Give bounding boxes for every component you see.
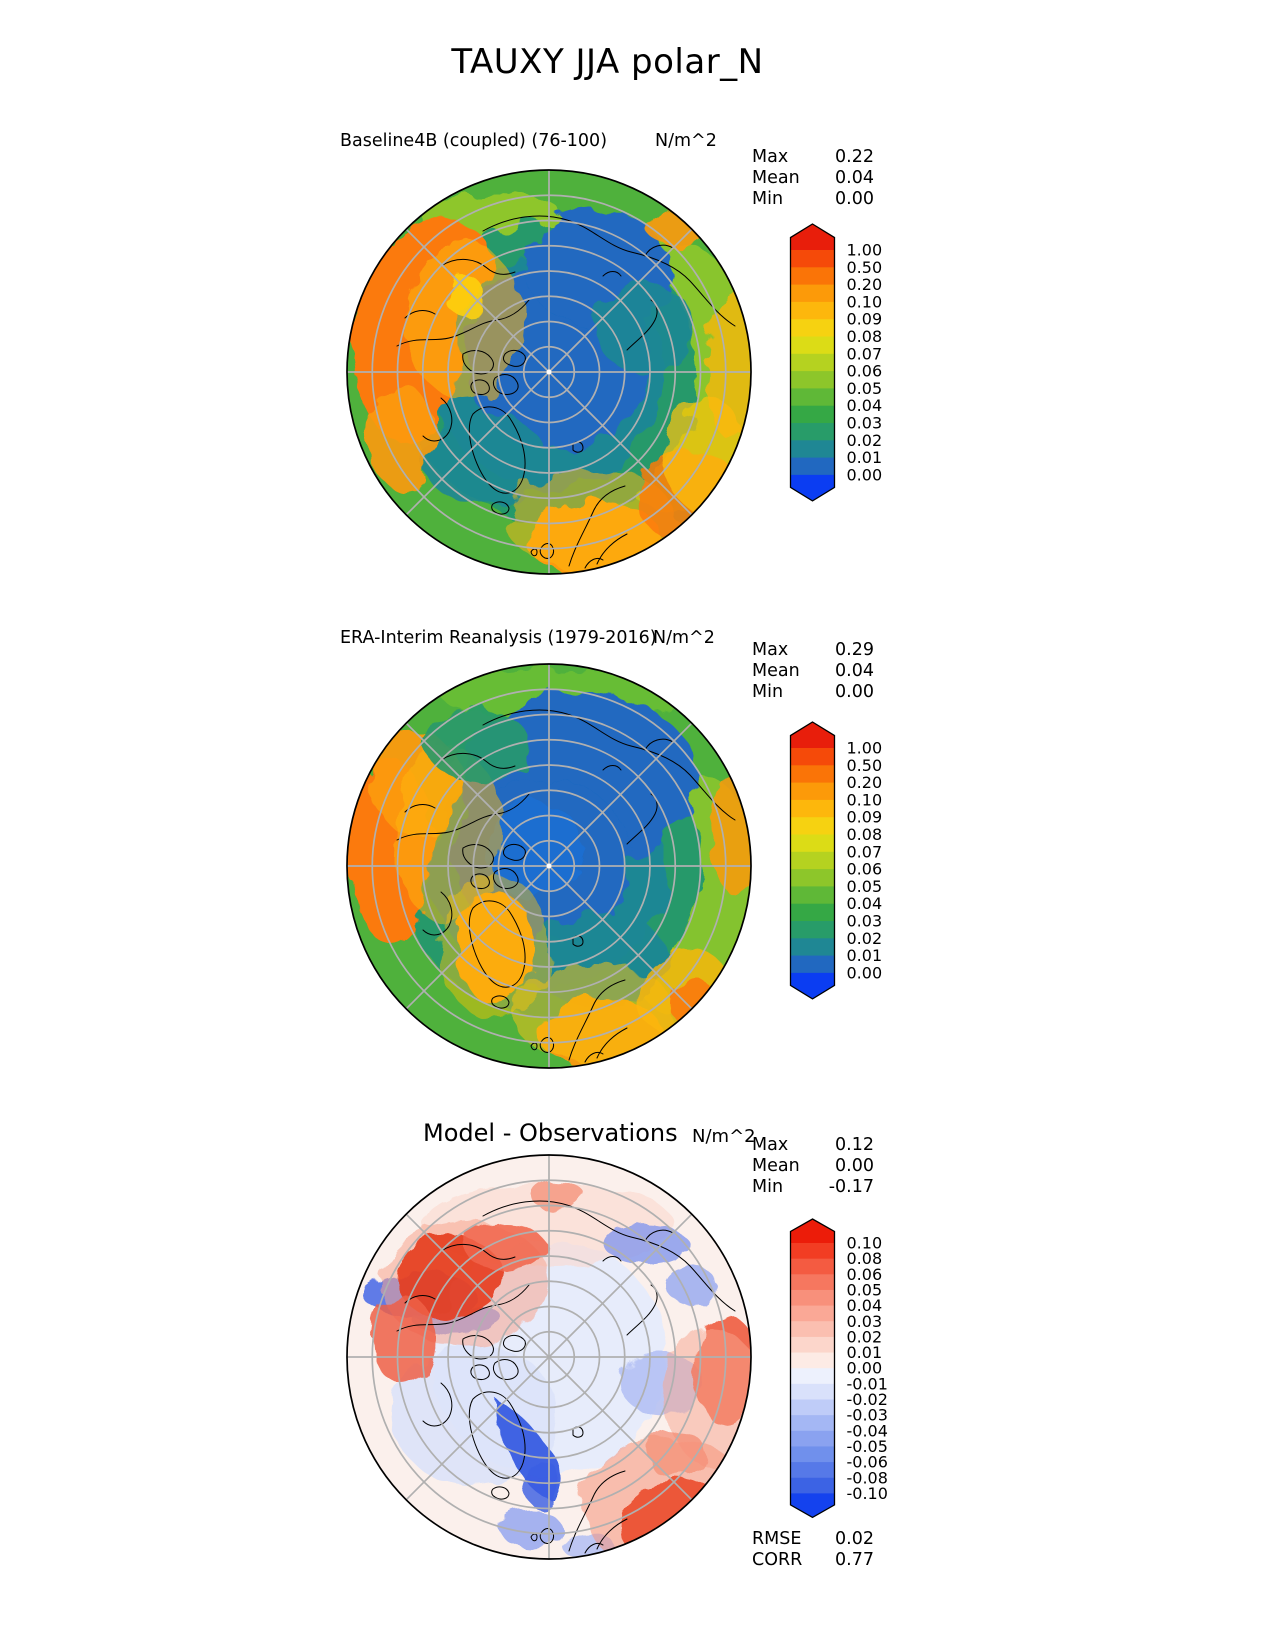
colorbar-band [791,765,835,783]
colorbar-tick-label: 0.07 [846,344,883,364]
panel-obs-subtitle: ERA-Interim Reanalysis (1979-2016) [340,628,657,648]
colorbar-band [791,800,835,818]
colorbar-band [791,319,835,337]
colorbar-band [791,458,835,476]
stat-label: Max [752,147,789,167]
stat-row-max [752,640,874,660]
colorbar-tick-label: -0.08 [846,1468,888,1488]
colorbar-band [791,956,835,974]
colorbar-tick-label: 0.08 [846,825,883,844]
stat-row-min [752,1177,874,1197]
colorbar-arrow-bottom [791,1493,835,1517]
colorbar-tick-label: 0.02 [846,1327,883,1347]
colorbar-tick-label: 0.09 [846,309,883,329]
stat-value: 0.77 [835,1550,874,1570]
colorbar-tick-label: 0.05 [846,1280,883,1300]
stat-value: 0.00 [835,189,874,209]
stat-label: RMSE [752,1529,802,1549]
stat-row-rmse [752,1529,874,1549]
colorbar-band [791,1462,835,1478]
colorbar-tick-label: 0.03 [846,911,883,931]
colorbar-tick-label: 0.50 [846,755,883,775]
stat-value: 0.29 [835,640,874,660]
colorbar-band [791,783,835,801]
colorbar-tick-label: 0.02 [846,430,883,450]
colorbar-arrow-bottom [791,973,835,999]
pole-marker [547,370,552,375]
colorbar-tick-label: 0.07 [846,842,883,862]
colorbar-band [791,1306,835,1322]
colorbar-band [791,1243,835,1259]
colorbar-band [791,1400,835,1416]
colorbar-tick-label: 0.20 [846,773,883,793]
colorbar-tick-label: 0.03 [846,413,883,433]
colorbar-band [791,886,835,904]
colorbar-band [791,423,835,441]
colorbar-tick-label: 0.04 [846,396,883,416]
colorbar-band [791,354,835,372]
colorbar-band [791,1384,835,1400]
colorbar-band [791,250,835,268]
stat-label: Min [752,189,784,209]
colorbar-arrow-top [791,224,835,250]
stat-value: 0.04 [835,168,874,188]
colorbar-band [791,938,835,956]
colorbar-svg [789,720,929,1001]
colorbar-tick-label: 0.01 [846,1343,883,1363]
colorbar-tick-label: -0.04 [846,1421,888,1441]
colorbar-tick-label: -0.06 [846,1452,888,1472]
colorbar-tick-label: 0.03 [846,1311,883,1331]
stat-row-mean [752,1156,874,1176]
colorbar-band [791,1368,835,1384]
stat-label: Max [752,640,789,660]
colorbar-tick-label: 1.00 [846,240,883,260]
colorbar-tick-label: 0.02 [846,928,883,948]
figure-title: TAUXY JJA polar_N [451,42,764,82]
colorbar-band [791,1290,835,1306]
colorbar-band [791,921,835,939]
colorbar-tick-label: 0.10 [846,292,883,312]
colorbar-tick-label: 0.00 [846,963,883,983]
colorbar-svg [789,222,929,503]
colorbar-band [791,835,835,853]
colorbar-band [791,817,835,835]
colorbar-tick-label: 0.04 [846,894,883,914]
colorbar-band [791,1259,835,1275]
colorbar-band [791,869,835,887]
stat-value: 0.04 [835,661,874,681]
polar-map-model [345,168,753,576]
stat-row-max [752,1135,874,1155]
stat-row-min [752,682,874,702]
colorbar-tick-label: 0.20 [846,275,883,295]
colorbar-tick-label: -0.05 [846,1436,888,1456]
colorbar-tick-label: 0.50 [846,257,883,277]
colorbar-tick-label: -0.01 [846,1374,888,1394]
panel-model-units-label: N/m^2 [655,131,717,151]
colorbar-tick-label: 0.00 [846,1358,883,1378]
colorbar-band [791,852,835,870]
colorbar-tick-label: 0.05 [846,378,883,398]
graticule [347,1155,751,1559]
stat-label: Mean [752,168,800,188]
stat-value: 0.12 [835,1135,874,1155]
panel-diff-units-label: N/m^2 [692,1126,756,1147]
pole-marker [547,864,552,869]
stat-label: CORR [752,1550,803,1570]
colorbar-band [791,388,835,406]
colorbar-tick-label: 0.04 [846,1296,883,1316]
colorbar-band [791,337,835,355]
stat-row-corr [752,1550,874,1570]
stat-label: Mean [752,661,800,681]
colorbar-band [791,371,835,389]
colorbar-tick-label: -0.10 [846,1483,888,1503]
colorbar-band [791,267,835,285]
colorbar-tick-label: 0.06 [846,1264,883,1284]
colorbar-tick-label: 0.01 [846,946,883,966]
colorbar-model [789,222,929,503]
colorbar-band [791,440,835,458]
colorbar-arrow-top [791,722,835,748]
colorbar-band [791,1274,835,1290]
colorbar-band [791,1353,835,1369]
colorbar-band [791,285,835,303]
stat-row-mean [752,661,874,681]
colorbar-band [791,748,835,766]
panel-obs-units-label: N/m^2 [653,628,715,648]
colorbar-band [791,1431,835,1447]
colorbar-obs [789,720,929,1001]
colorbar-tick-label: -0.02 [846,1390,888,1409]
colorbar-arrow-bottom [791,475,835,501]
colorbar-svg [789,1217,929,1520]
colorbar-tick-label: 0.06 [846,361,883,381]
colorbar-tick-label: 0.10 [846,1233,883,1253]
panel-diff-subtitle: Model - Observations [423,1119,678,1147]
stat-value: -0.17 [828,1177,874,1197]
stat-value: 0.00 [835,1156,874,1176]
stat-label: Max [752,1135,789,1155]
polar-map-diff [345,1153,753,1561]
colorbar-tick-label: 0.10 [846,790,883,810]
colorbar-tick-label: 1.00 [846,738,883,758]
colorbar-tick-label: 0.06 [846,859,883,879]
colorbar-tick-label: 0.05 [846,876,883,896]
stat-label: Min [752,1177,784,1197]
stat-row-mean [752,168,874,188]
colorbar-tick-label: 0.00 [846,465,883,485]
stat-value: 0.00 [835,682,874,702]
panel-model-subtitle: Baseline4B (coupled) (76-100) [340,131,608,151]
colorbar-band [791,904,835,922]
colorbar-tick-label: 0.09 [846,807,883,827]
stat-row-max [752,147,874,167]
stat-label: Mean [752,1156,800,1176]
colorbar-tick-label: 0.08 [846,327,883,346]
colorbar-diff [789,1217,929,1520]
stat-value: 0.22 [835,147,874,167]
polar-map-obs [345,662,753,1070]
colorbar-band [791,1446,835,1462]
colorbar-band [791,1415,835,1431]
colorbar-band [791,1478,835,1494]
colorbar-tick-label: 0.08 [846,1249,883,1269]
colorbar-tick-label: -0.03 [846,1405,888,1425]
colorbar-tick-label: 0.01 [846,448,883,468]
colorbar-band [791,302,835,320]
colorbar-band [791,406,835,424]
colorbar-band [791,1321,835,1337]
stat-row-min [752,189,874,209]
colorbar-band [791,1337,835,1353]
stat-label: Min [752,682,784,702]
stat-value: 0.02 [835,1529,874,1549]
colorbar-arrow-top [791,1219,835,1243]
